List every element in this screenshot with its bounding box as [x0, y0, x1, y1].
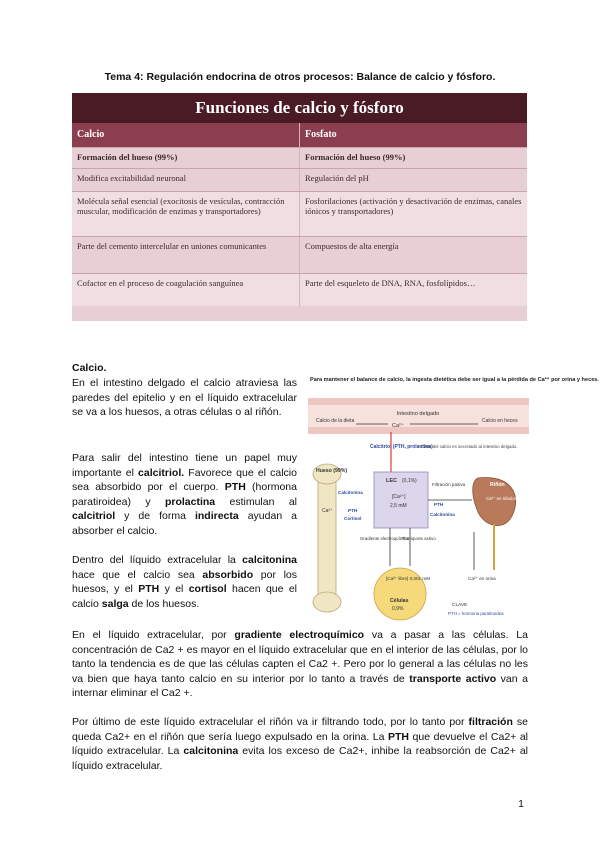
document-title: Tema 4: Regulación endocrina de otros procesos: Balance de calcio y fósforo. [104, 71, 496, 83]
calcitonina-bone-label: Calcitonina [338, 490, 363, 495]
intestine-label: Intestino delgado [396, 411, 440, 417]
calcitonina-kidney-label: Calcitonina [430, 512, 455, 517]
table-cell: Regulación del pH [305, 173, 369, 183]
cells-pct-label: 0,9% [392, 606, 404, 612]
filtration-label: Filtración pasiva [432, 482, 466, 487]
table-cell: Parte del esqueleto de DNA, RNA, fosfolípidos… [305, 278, 476, 288]
paragraph-4: En el líquido extracelular, por gradiente electroquímico va a pasar a las células. La concentración de Ca2 + es mayor en el líquido extracelular que en el interior de las células, por lo tanto la tendencia es de que las células capten el Ca2 +. Pero por lo general a las células no les va bien que haya tanto calcio en su interior por lo tanto a través de transporte activo van a internar eliminar el Ca2 +. [72, 629, 528, 699]
table-cell: Cofactor en el proceso de coagulación sanguínea [72, 274, 300, 306]
table-cell: Formación del hueso (99%) [305, 152, 406, 162]
table-row [72, 273, 527, 306]
table-cell: Parte del cemento intercelular en uniones comunicantes [72, 237, 300, 273]
table-cell: Compuestos de alta energía [305, 241, 399, 251]
figure-caption: Para mantener el balance de calcio, la ingesta dietética debe ser igual a la pérdida de Ca²⁺ por orina y heces. [310, 377, 599, 383]
table-cell: Formación del hueso (99%) [72, 148, 300, 168]
ca-label: Ca²⁺ [392, 423, 404, 429]
pth-bone-label: PTH [348, 508, 358, 513]
feces-label: Calcio en heces [482, 418, 518, 424]
table-title: Funciones de calcio y fósforo [72, 93, 527, 123]
lec-label: LEC [386, 478, 397, 484]
conc-label: [Ca²⁺] [392, 494, 406, 500]
bone-ca-label: Ca²⁺ [322, 508, 333, 514]
lec-pct-label: (0,1%) [402, 478, 417, 484]
free-ca-label: [Ca²⁺ libre] 0,001 mM [386, 576, 431, 581]
table-row [72, 168, 527, 191]
key-pth: PTH = hormona paratiroidea [448, 611, 504, 616]
paragraph-3: Dentro del líquido extracelular la calcitonina hace que el calcio sea absorbido por los huesos, y el PTH y el cortisol hacen que el calcio salga de los huesos. [72, 554, 297, 610]
table-cell: Molécula señal esencial (exocitosis de vesículas, contracción muscular, modificación de enzimas y transportadores) [72, 192, 300, 236]
note-label: * Parte del calcio es secretado al intestino delgado. [418, 444, 518, 449]
bone-label: Hueso (99%) [316, 468, 348, 474]
paragraph-1: En el intestino delgado el calcio atraviesa las paredes del epitelio y en el líquido extracelular se va a los huesos, a otras células o al riñón. [72, 377, 297, 418]
conc-value: 2,5 mM [390, 503, 407, 509]
calcium-balance-figure [306, 374, 599, 625]
functions-table [72, 93, 527, 321]
bone-head [313, 464, 341, 484]
paragraph-2: Para salir del intestino tiene un papel muy importante el calcitriol. Favorece que el calcio sea absorbido por el cuerpo. PTH (hormona paratiroidea) y prolactina estimulan al calcitriol y de forma indirecta ayudan a absorber el calcio. [72, 452, 297, 537]
cortisol-label: Cortisol [344, 516, 362, 521]
calcitriol-label: Calcitriol (PTH, prolactina) [370, 444, 433, 450]
bone-head [313, 592, 341, 612]
active-transport-label: Transporte activo [402, 536, 436, 541]
diet-label: Calcio de la dieta [316, 418, 355, 424]
lec-box [374, 472, 428, 528]
page-number: 1 [518, 798, 524, 810]
gradient-label: Gradiente electroquímico [360, 536, 410, 541]
table-col-fosfato: Fosfato [305, 129, 337, 140]
section-heading: Calcio. [72, 362, 107, 374]
urine-label: Ca²⁺ en orina [468, 576, 496, 581]
paragraph-5: Por último de este líquido extracelular el riñón va ir filtrando todo, por lo tanto por filtración se queda Ca2+ en el riñón que sería luego expulsado en la orina. La PTH que devuelve el Ca2+ al líquido extracelular. La calcitonina evita los exceso de Ca2+, inhibe la reabsorción de Ca2+ al líquido extracelular. [72, 716, 528, 772]
table-cell: Fosforilaciones (activación y desactivación de enzimas, canales iónicos y transportadores) [305, 196, 522, 216]
key-title: CLAVE [452, 603, 468, 608]
pth-kidney-label: PTH [434, 502, 444, 507]
table-row [72, 147, 527, 168]
table-row [72, 191, 527, 236]
table-col-calcio: Calcio [72, 123, 300, 147]
table-cell: Modifica excitabilidad neuronal [72, 169, 300, 191]
kidney-ca-label: Ca²⁺ en túbulos renales [486, 496, 533, 501]
cells-label: Células [390, 598, 409, 604]
table-header-row [72, 123, 527, 147]
kidney-label: Riñón [490, 482, 505, 488]
bone-shape [318, 472, 336, 602]
table-row [72, 236, 527, 273]
